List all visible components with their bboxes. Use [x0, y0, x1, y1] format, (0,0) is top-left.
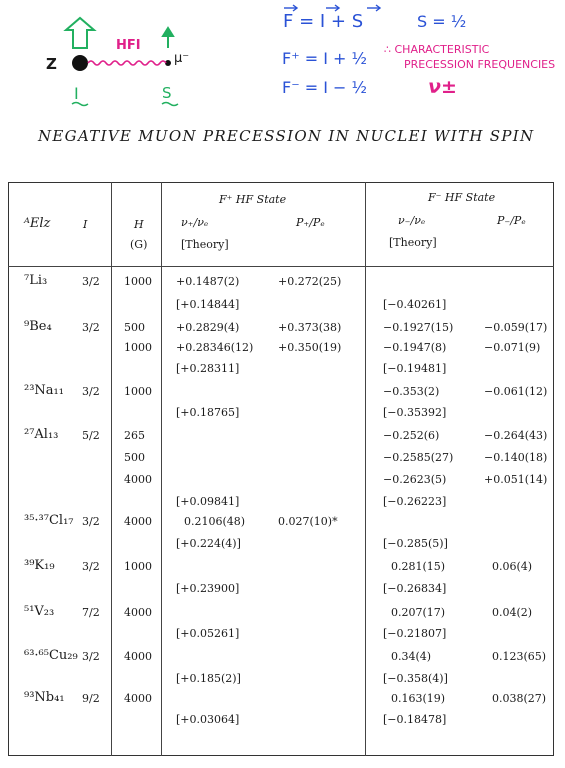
table-cell-nup: [+0.28311]: [176, 362, 240, 375]
header-nu-plus: ν₊/νₑ: [181, 216, 209, 229]
table-cell-num: [−0.26223]: [383, 495, 447, 508]
table-cell-h: 4000: [124, 692, 152, 705]
table-cell-pm: −0.071(9): [484, 341, 541, 354]
table-cell-nup: [+0.14844]: [176, 298, 240, 311]
equation-f-plus: F⁺ = I + ½: [282, 49, 368, 68]
table-cell-num: [−0.21807]: [383, 627, 447, 640]
table-cell-pm: 0.123(65): [492, 650, 547, 663]
table-cell-num: −0.1927(15): [383, 321, 454, 334]
table-cell-num: −0.353(2): [383, 385, 440, 398]
table-cell-num: −0.2623(5): [383, 473, 447, 486]
table-cell-h: 4000: [124, 650, 152, 663]
equation-s-half: S = ½: [417, 12, 467, 31]
table-cell-h: 1000: [124, 275, 152, 288]
table-cell-h: 4000: [124, 606, 152, 619]
table-cell-nup: [+0.18765]: [176, 406, 240, 419]
table-cell-num: [−0.35392]: [383, 406, 447, 419]
table-cell-i: 7/2: [82, 606, 100, 619]
header-nu-minus: ν₋/νₑ: [398, 214, 426, 227]
header-p-plus: P₊/Pₑ: [296, 216, 325, 229]
table-cell-num: [−0.26834]: [383, 582, 447, 595]
table-cell-pp: +0.350(19): [278, 341, 342, 354]
table-cell-el: ⁷Li₃: [24, 273, 48, 288]
table-cell-h: 4000: [124, 515, 152, 528]
note-precession: PRECESSION FREQUENCIES: [404, 58, 556, 71]
equation-f-minus: F⁻ = I − ½: [282, 78, 368, 97]
table-cell-i: 3/2: [82, 275, 100, 288]
muon-spin-arrow: [163, 28, 173, 48]
table-cell-i: 3/2: [82, 385, 100, 398]
s-underline: [162, 103, 178, 106]
table-cell-nup: [+0.09841]: [176, 495, 240, 508]
table-cell-i: 3/2: [82, 515, 100, 528]
table-cell-h: 265: [124, 429, 145, 442]
table-cell-el: ⁵¹V₂₃: [24, 604, 55, 619]
table-cell-i: 5/2: [82, 429, 100, 442]
table-cell-num: −0.2585(27): [383, 451, 454, 464]
table-cell-nup: +0.1487(2): [176, 275, 240, 288]
table-cell-nup: +0.2829(4): [176, 321, 240, 334]
note-nu-symbol: ν±: [428, 76, 457, 98]
col-divider-2: [161, 182, 162, 756]
table-cell-el: ⁶³·⁶⁵Cu₂₉: [24, 648, 78, 663]
header-theory-minus: [Theory]: [389, 236, 437, 249]
label-i: I: [74, 84, 79, 103]
table-cell-num: 0.207(17): [391, 606, 446, 619]
table-cell-h: 500: [124, 451, 145, 464]
table-cell-i: 3/2: [82, 650, 100, 663]
table-cell-num: 0.34(4): [391, 650, 432, 663]
header-divider: [8, 266, 554, 267]
label-z: Z: [46, 55, 57, 73]
table-cell-num: [−0.18478]: [383, 713, 447, 726]
table-cell-i: 3/2: [82, 560, 100, 573]
table-cell-num: [−0.40261]: [383, 298, 447, 311]
nucleus-dot: [72, 55, 88, 71]
table-cell-pp: 0.027(10)*: [278, 515, 338, 528]
table-cell-pm: 0.06(4): [492, 560, 533, 573]
equation-vector-sum: F = I + S: [283, 11, 364, 32]
table-cell-pm: −0.264(43): [484, 429, 548, 442]
header-field-unit: (G): [130, 238, 148, 251]
table-cell-nup: [+0.23900]: [176, 582, 240, 595]
table-cell-num: −0.1947(8): [383, 341, 447, 354]
table-cell-num: [−0.285(5)]: [383, 537, 448, 550]
table-cell-pm: +0.051(14): [484, 473, 548, 486]
header-fplus-state: F⁺ HF State: [219, 193, 287, 206]
table-cell-pm: −0.140(18): [484, 451, 548, 464]
table-cell-el: ²³Na₁₁: [24, 383, 64, 398]
table-cell-pm: 0.038(27): [492, 692, 547, 705]
table-cell-pm: −0.061(12): [484, 385, 548, 398]
table-cell-nup: [+0.185(2)]: [176, 672, 241, 685]
header-element: ᴬElz: [24, 216, 51, 231]
table-cell-num: [−0.358(4)]: [383, 672, 448, 685]
table-cell-nup: +0.28346(12): [176, 341, 254, 354]
table-cell-num: 0.163(19): [391, 692, 446, 705]
table-cell-h: 1000: [124, 560, 152, 573]
table-cell-num: 0.281(15): [391, 560, 446, 573]
table-cell-i: 3/2: [82, 321, 100, 334]
label-hfi: HFI: [116, 38, 141, 53]
table-cell-h: 1000: [124, 385, 152, 398]
col-divider-3: [365, 182, 366, 756]
table-cell-pp: +0.373(38): [278, 321, 342, 334]
table-cell-pm: 0.04(2): [492, 606, 533, 619]
table-cell-pm: −0.059(17): [484, 321, 548, 334]
note-characteristic: ∴ CHARACTERISTIC: [384, 43, 490, 56]
table-cell-nup: 0.2106(48): [184, 515, 246, 528]
table-cell-pp: +0.272(25): [278, 275, 342, 288]
label-muon: μ⁻: [174, 51, 190, 66]
table-cell-el: ³⁹K₁₉: [24, 558, 55, 573]
table-cell-el: ⁹³Nb₄₁: [24, 690, 65, 705]
hfi-wave: [88, 61, 166, 65]
table-cell-h: 4000: [124, 473, 152, 486]
table-cell-nup: [+0.03064]: [176, 713, 240, 726]
label-s: S: [162, 84, 172, 102]
table-cell-el: ⁹Be₄: [24, 319, 52, 334]
table-cell-nup: [+0.05261]: [176, 627, 240, 640]
header-field-h: H: [134, 218, 144, 231]
table-cell-nup: [+0.224(4)]: [176, 537, 241, 550]
header-p-minus: P₋/Pₑ: [497, 214, 526, 227]
header-theory-plus: [Theory]: [181, 238, 229, 251]
table-cell-num: −0.252(6): [383, 429, 440, 442]
data-table-frame: [8, 182, 554, 756]
col-divider-1: [111, 182, 112, 756]
page-title: NEGATIVE MUON PRECESSION IN NUCLEI WITH SPIN: [38, 127, 535, 145]
table-cell-i: 9/2: [82, 692, 100, 705]
table-cell-h: 500: [124, 321, 145, 334]
table-cell-num: [−0.19481]: [383, 362, 447, 375]
header-fminus-state: F⁻ HF State: [428, 191, 496, 204]
header-spin-i: I: [83, 218, 88, 231]
nuclear-spin-arrow: [66, 18, 94, 48]
table-cell-el: ³⁵·³⁷Cl₁₇: [24, 513, 74, 528]
table-cell-el: ²⁷Al₁₃: [24, 427, 59, 442]
table-cell-h: 1000: [124, 341, 152, 354]
